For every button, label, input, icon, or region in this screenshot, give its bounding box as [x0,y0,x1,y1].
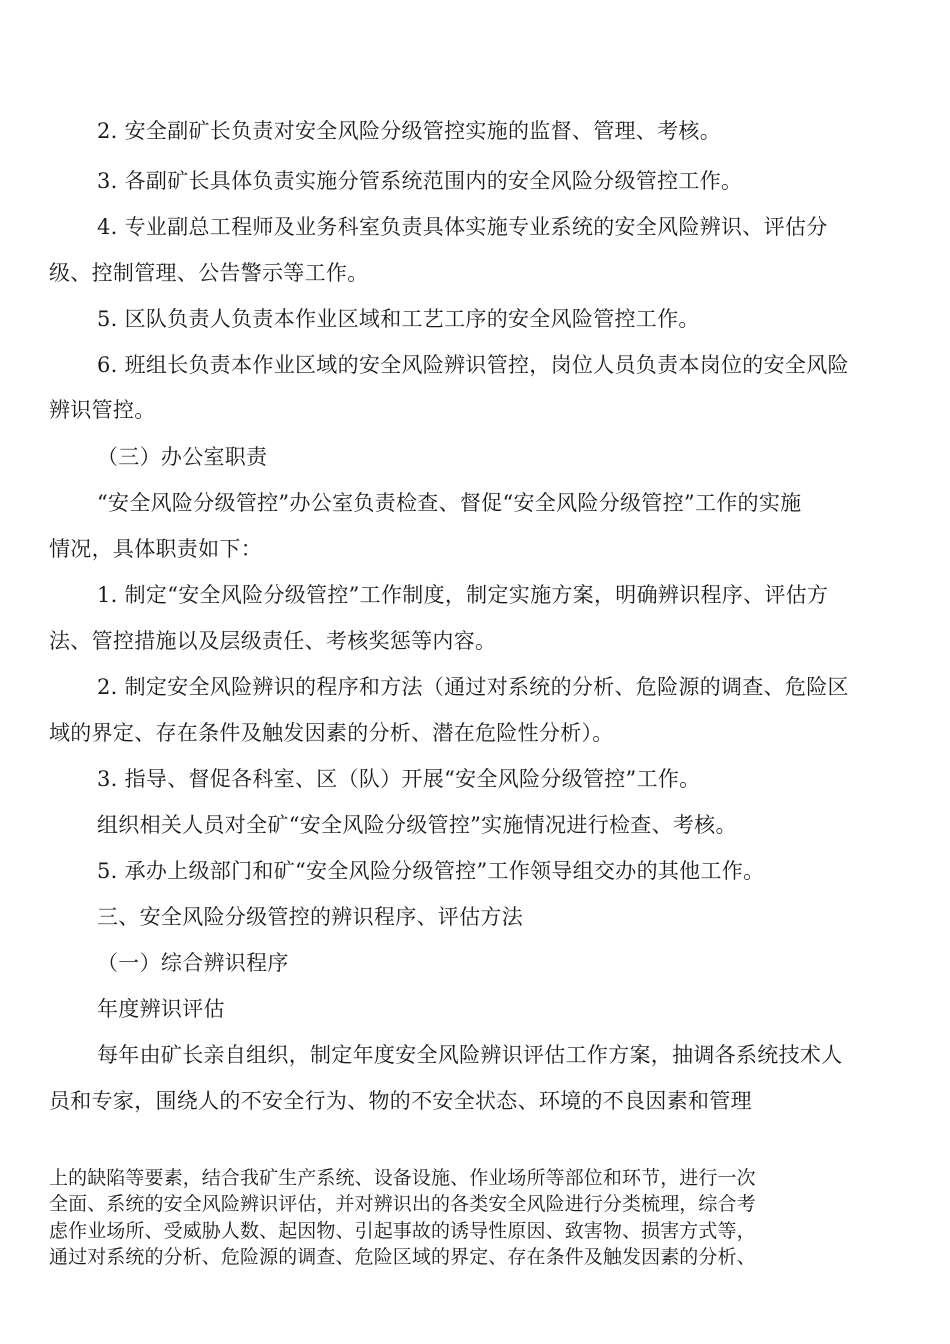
paragraph-line: 6. 班组长负责本作业区域的安全风险辨识管控，岗位人员负责本岗位的安全风险 [97,353,849,377]
paragraph-line: 3. 指导、督促各科室、区（队）开展“安全风险分级管控”工作。 [97,767,701,791]
paragraph-line: 4. 专业副总工程师及业务科室负责具体实施专业系统的安全风险辨识、评估分 [97,215,828,239]
paragraph-line: 每年由矿长亲自组织，制定年度安全风险辨识评估工作方案，抽调各系统技术人 [97,1043,843,1067]
paragraph-line: 2. 安全副矿长负责对安全风险分级管控实施的监督、管理、考核。 [97,119,722,143]
paragraph-line: 法、管控措施以及层级责任、考核奖惩等内容。 [49,629,497,653]
continuation-line: 全面、系统的安全风险辨识评估，并对辨识出的各类安全风险进行分类梳理，综合考 [49,1193,756,1215]
continuation-line: 上的缺陷等要素，结合我矿生产系统、设备设施、作业场所等部位和环节，进行一次 [49,1167,756,1189]
continuation-line: 通过对系统的分析、危险源的调查、危险区域的界定、存在条件及触发因素的分析、 [49,1246,756,1268]
subsection-heading: 年度辨识评估 [97,997,225,1021]
paragraph-line: “安全风险分级管控”办公室负责检查、督促“安全风险分级管控”工作的实施 [97,491,802,515]
paragraph-line: 域的界定、存在条件及触发因素的分析、潜在危险性分析）。 [49,721,614,745]
paragraph-line: 2. 制定安全风险辨识的程序和方法（通过对系统的分析、危险源的调查、危险区 [97,675,849,699]
paragraph-line: 组织相关人员对全矿“安全风险分级管控”实施情况进行检查、考核。 [97,813,737,837]
paragraph-line: 级、控制管理、公告警示等工作。 [49,261,369,285]
subsection-heading: （一）综合辨识程序 [97,951,289,975]
continuation-line: 虑作业场所、受威胁人数、起因物、引起事故的诱导性原因、致害物、损害方式等， [49,1220,756,1242]
paragraph-line: 5. 区队负责人负责本作业区域和工艺工序的安全风险管控工作。 [97,307,700,331]
paragraph-line: 情况，具体职责如下： [49,537,262,561]
paragraph-line: 辨识管控。 [49,398,156,422]
section-heading: （三）办公室职责 [97,445,268,469]
paragraph-line: 3. 各副矿长具体负责实施分管系统范围内的安全风险分级管控工作。 [97,169,743,193]
section-heading: 三、安全风险分级管控的辨识程序、评估方法 [97,905,523,929]
paragraph-line: 1. 制定“安全风险分级管控”工作制度，制定实施方案，明确辨识程序、评估方 [97,583,829,607]
paragraph-line: 5. 承办上级部门和矿“安全风险分级管控”工作领导组交办的其他工作。 [97,859,765,883]
paragraph-line: 员和专家，围绕人的不安全行为、物的不安全状态、环境的不良因素和管理 [49,1089,752,1113]
